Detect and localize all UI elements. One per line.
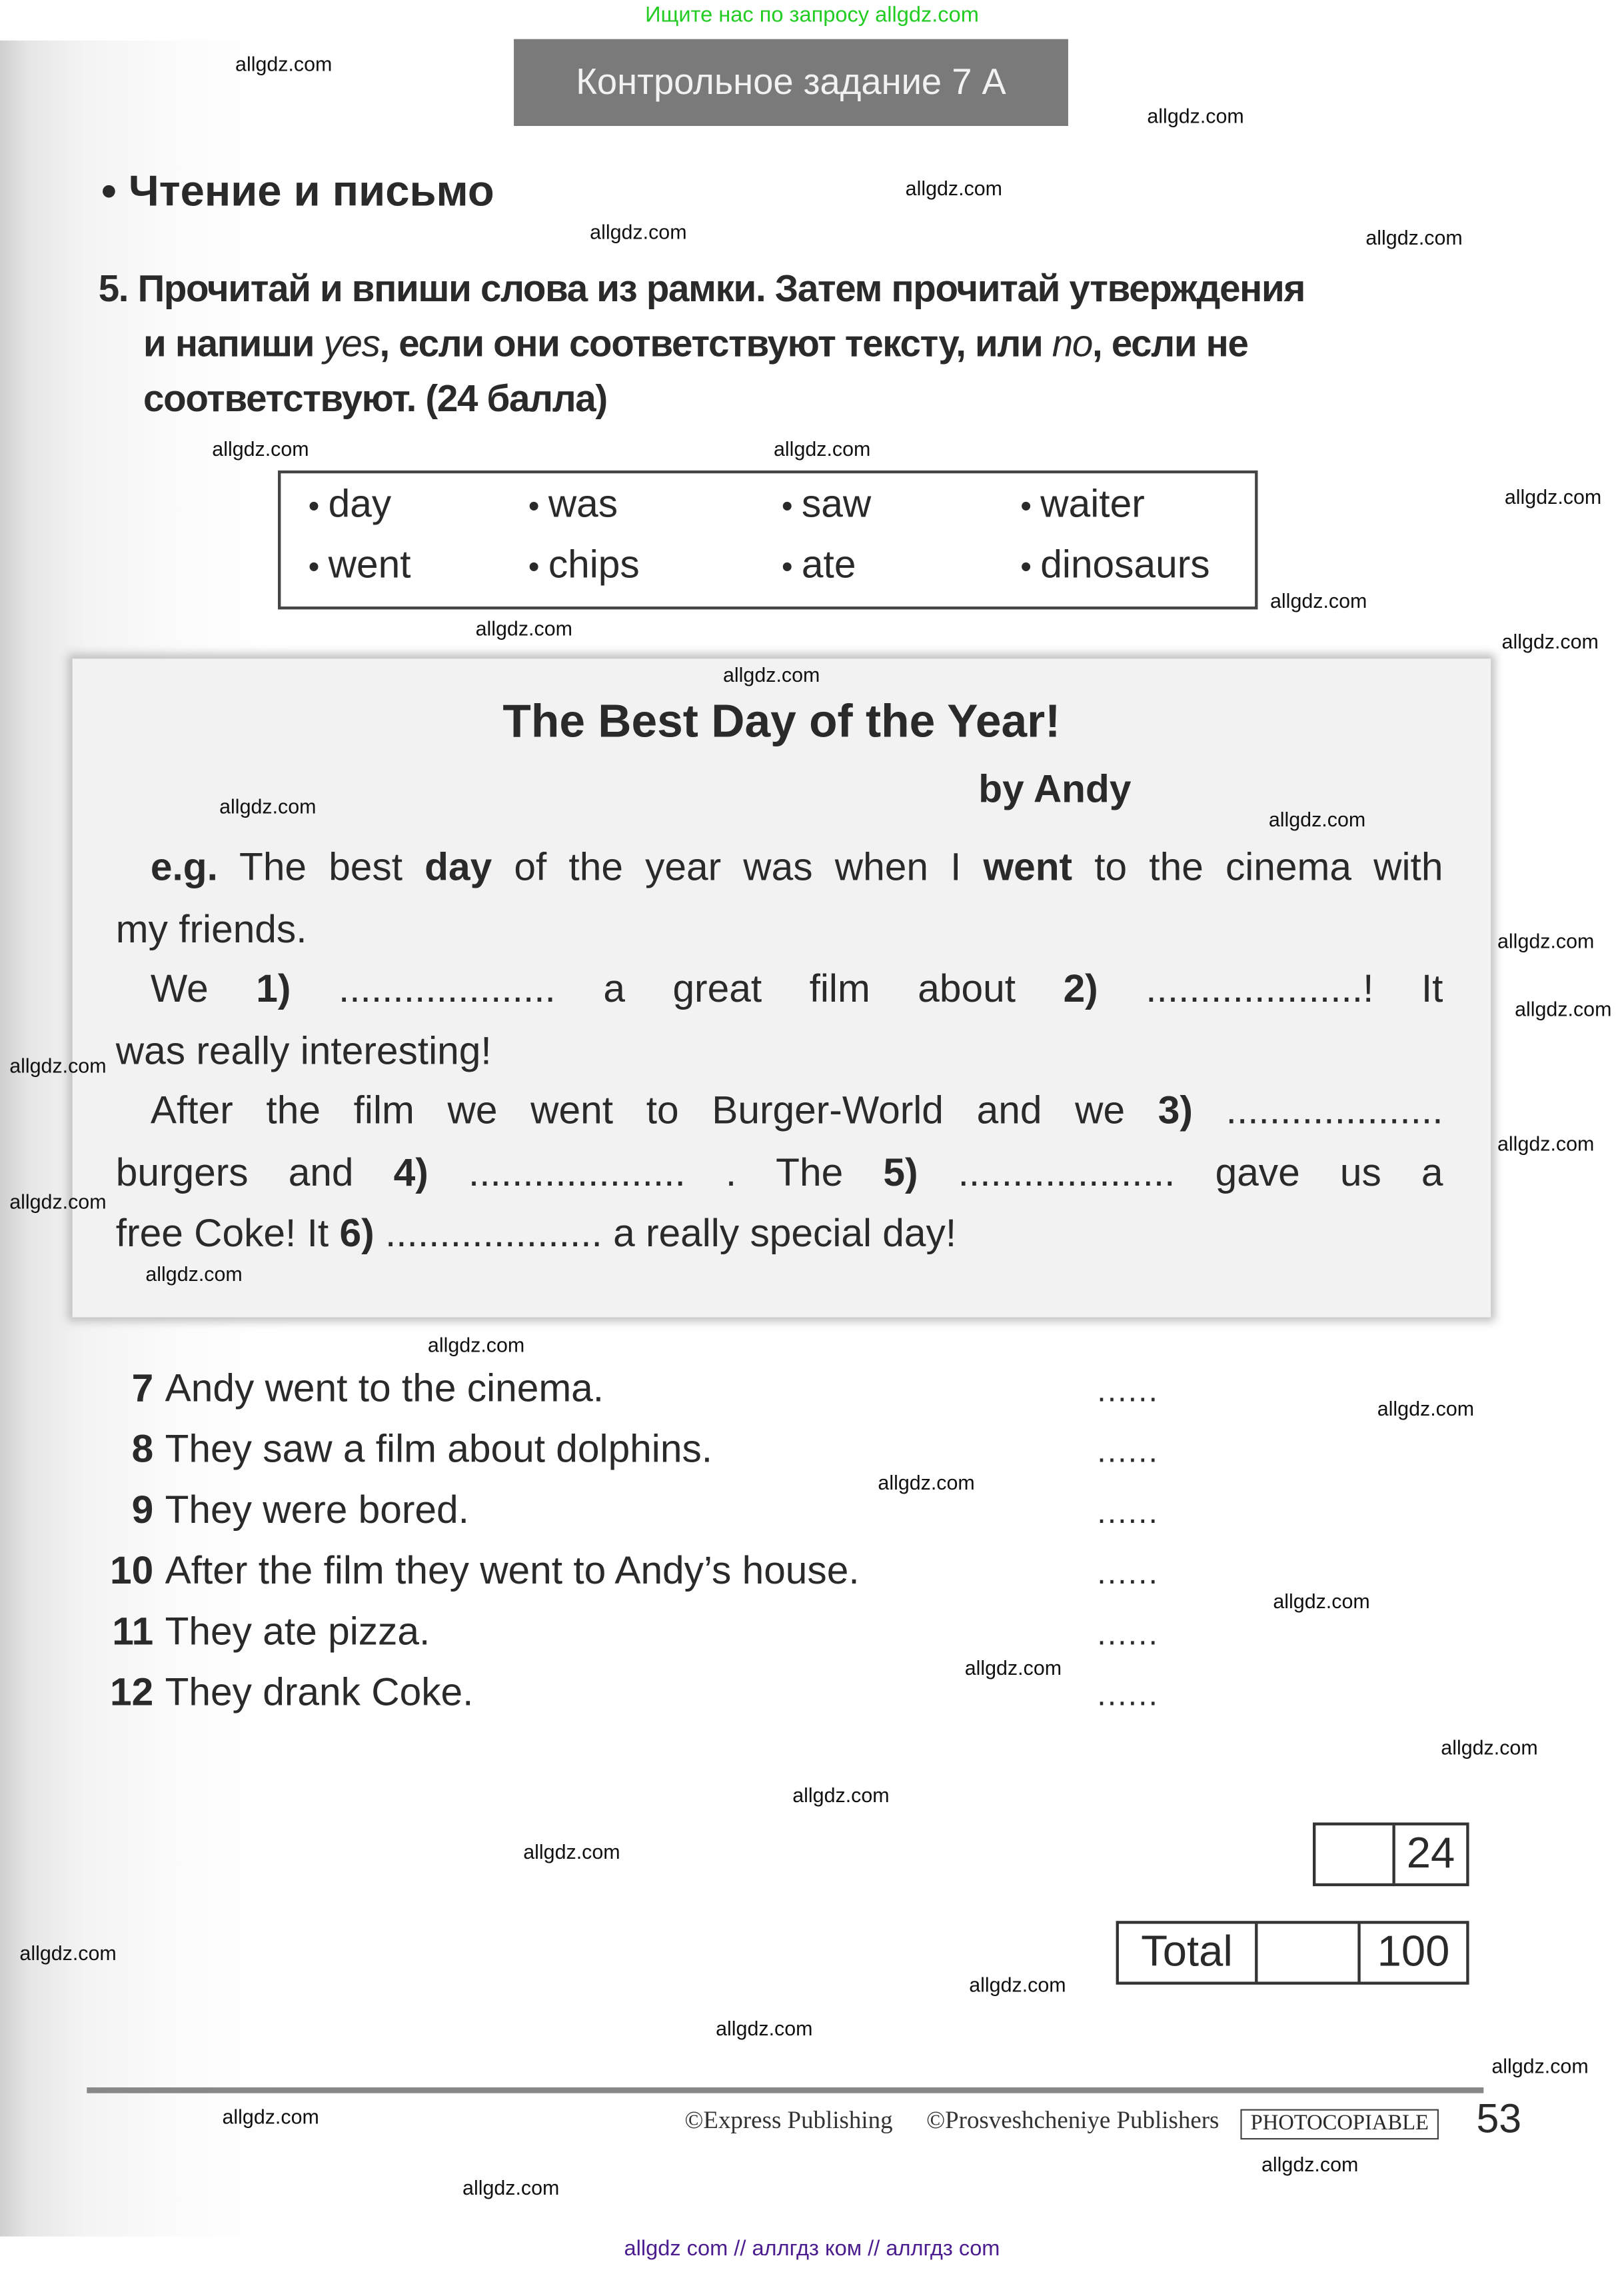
task-no: no (1052, 321, 1093, 365)
section-heading: • Чтение и письмо (101, 167, 494, 216)
statement-text: After the film they went to Andy’s house. (165, 1549, 860, 1593)
watermark: allgdz.com (9, 1190, 107, 1214)
watermark: allgdz.com (964, 1656, 1062, 1680)
task-text: и напиши (143, 321, 324, 365)
answer-field[interactable]: ...... (1097, 1554, 1160, 1592)
watermark: allgdz.com (462, 2175, 560, 2199)
statement-row (95, 1610, 430, 1654)
word-item: • ate (782, 543, 856, 588)
total-label: Total (1119, 1924, 1258, 1982)
watermark: allgdz.com (774, 437, 871, 461)
statement-text: They were bored. (165, 1488, 469, 1532)
watermark: allgdz.com (212, 437, 309, 461)
statement-number: 8 (131, 1427, 154, 1471)
word-item: • went (309, 543, 411, 588)
watermark: allgdz.com (427, 1333, 525, 1357)
statement-text: They ate pizza. (165, 1610, 430, 1654)
watermark: allgdz.com (523, 1839, 620, 1863)
story-line (116, 1088, 1443, 1132)
story-text-segment: of the year was when I (492, 845, 984, 889)
story-text-segment: my friends. (115, 907, 307, 952)
watermark: allgdz.com (792, 1783, 890, 1807)
watermark: allgdz.com (1491, 2054, 1589, 2077)
answer-field[interactable]: ...... (1097, 1494, 1160, 1530)
watermark: allgdz.com (1441, 1735, 1538, 1759)
page-number: 53 (1476, 2096, 1522, 2141)
watermark: allgdz.com (235, 52, 333, 75)
score-box (1313, 1823, 1469, 1887)
watermark: allgdz.com (1261, 2152, 1359, 2176)
watermark: allgdz.com (1273, 1589, 1370, 1613)
task-line-1: 5. Прочитай и впиши слова из рамки. Затем прочитай утверждения (98, 266, 1305, 310)
story-line (116, 1212, 1443, 1255)
word-item: • day (309, 482, 392, 527)
story-line (116, 845, 1443, 888)
story-line (116, 1029, 1443, 1072)
answer-field[interactable]: ...... (1097, 1433, 1160, 1470)
watermark: allgdz.com (219, 794, 317, 818)
word-item: • dinosaurs (1020, 543, 1210, 588)
watermark: allgdz.com (1515, 997, 1612, 1021)
statement-row (95, 1488, 469, 1533)
story-text-segment: We (150, 966, 257, 1011)
publisher-2: ©Prosveshcheniye Publishers (926, 2106, 1219, 2134)
word-item: • chips (528, 543, 640, 588)
statement-number: 11 (112, 1610, 154, 1654)
watermark: allgdz.com (1497, 1132, 1595, 1156)
story-text-segment: .................... gave us a (918, 1150, 1443, 1194)
statement-text: They drank Coke. (165, 1670, 474, 1714)
task-text: , если не соответствуют. (24 балла) (143, 321, 1248, 420)
watermark: allgdz.com (145, 1262, 243, 1286)
story-text-segment: ....................! It (1098, 966, 1443, 1011)
statement-row (95, 1670, 473, 1715)
story-bold-word: 1) (256, 966, 291, 1011)
statement-number: 12 (109, 1670, 154, 1714)
story-bold-word: e.g. (150, 845, 218, 889)
story-text-segment: After the film we went to Burger-World and we (150, 1088, 1158, 1132)
bottom-site-links[interactable]: allgdz com // аллгдз ком // аллгдз com (624, 2236, 1000, 2261)
story-text-segment: .................... (1192, 1088, 1443, 1132)
task-yes: yes (323, 321, 380, 365)
story-line (116, 908, 1443, 951)
watermark: allgdz.com (1497, 929, 1595, 953)
total-score-field[interactable] (1257, 1924, 1360, 1982)
answer-field[interactable]: ...... (1097, 1615, 1160, 1652)
statement-text: They saw a film about dolphins. (165, 1427, 713, 1471)
statement-text: Andy went to the cinema. (165, 1366, 604, 1410)
score-max: 24 (1406, 1829, 1455, 1878)
score-field[interactable] (1315, 1825, 1395, 1883)
story-text-segment: .................... a really special day! (374, 1211, 957, 1256)
story-line (116, 1151, 1443, 1194)
statement-row (95, 1428, 712, 1472)
story-line (116, 967, 1443, 1010)
task-text: , если они соответствуют тексту, или (379, 321, 1052, 365)
answer-field[interactable]: ...... (1097, 1676, 1160, 1713)
watermark: allgdz.com (1501, 629, 1599, 653)
statement-number: 7 (131, 1366, 154, 1410)
watermark: allgdz.com (1504, 485, 1602, 509)
story-bold-word: day (424, 845, 492, 889)
top-search-note[interactable]: Ищите нас по запросу allgdz.com (645, 3, 979, 28)
footer-divider (87, 2087, 1483, 2093)
statement-row (95, 1366, 604, 1411)
word-item: • saw (782, 482, 871, 527)
story-bold-word: went (983, 845, 1073, 889)
watermark: allgdz.com (475, 616, 572, 640)
watermark: allgdz.com (1270, 589, 1367, 612)
story-text-segment: burgers and (115, 1150, 394, 1194)
total-max: 100 (1377, 1928, 1450, 1976)
story-text-segment: free Coke! It (115, 1211, 340, 1256)
publisher-1: ©Express Publishing (684, 2106, 893, 2134)
story-text-segment: .................... a great film about (291, 966, 1064, 1011)
watermark: allgdz.com (878, 1470, 975, 1494)
story-text-segment: to the cinema with (1072, 845, 1443, 889)
story-text-segment: was really interesting! (115, 1029, 492, 1073)
watermark: allgdz.com (1377, 1396, 1475, 1420)
photocopiable-badge: PHOTOCOPIABLE (1240, 2109, 1439, 2140)
watermark: allgdz.com (722, 662, 820, 686)
watermark: allgdz.com (19, 1941, 117, 1965)
story-text-segment: The best (217, 845, 425, 889)
total-box (1116, 1921, 1469, 1985)
watermark: allgdz.com (1147, 104, 1244, 128)
statement-row (95, 1549, 859, 1594)
word-item: • was (528, 482, 618, 527)
story-bold-word: 4) (393, 1150, 428, 1194)
story-bold-word: 6) (339, 1211, 375, 1256)
statement-number: 9 (131, 1488, 154, 1532)
story-bold-word: 2) (1063, 966, 1098, 1011)
watermark: allgdz.com (590, 220, 687, 243)
watermark: allgdz.com (1268, 807, 1366, 831)
page-header (514, 39, 1068, 126)
word-box (278, 471, 1257, 610)
watermark: allgdz.com (9, 1054, 107, 1077)
word-item: • waiter (1020, 482, 1144, 527)
statement-number: 10 (109, 1549, 154, 1593)
answer-field[interactable]: ...... (1097, 1372, 1160, 1409)
story-bold-word: 3) (1158, 1088, 1193, 1132)
task-instructions (99, 261, 1469, 426)
watermark: allgdz.com (1365, 225, 1463, 249)
watermark: allgdz.com (969, 1973, 1066, 1997)
header-title: Контрольное задание 7 А (576, 61, 1006, 103)
story-author: by Andy (978, 767, 1132, 811)
story-text-segment: .................... . The (428, 1150, 884, 1194)
watermark: allgdz.com (222, 2105, 319, 2128)
watermark: allgdz.com (905, 176, 1003, 200)
story-bold-word: 5) (883, 1150, 918, 1194)
watermark: allgdz.com (716, 2016, 813, 2040)
story-title: The Best Day of the Year! (502, 694, 1061, 747)
